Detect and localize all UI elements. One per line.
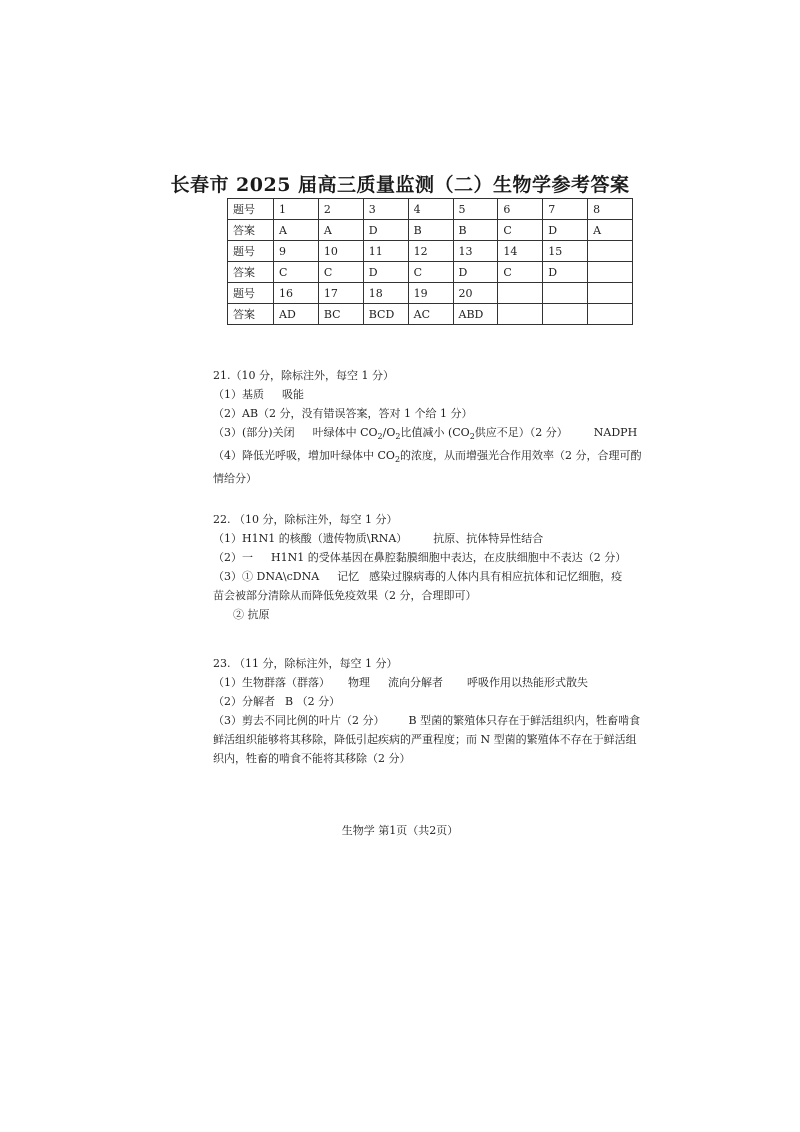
q21-part1-answer-b: 吸能 [282, 388, 304, 401]
row-label-cell: 题号 [228, 199, 274, 220]
q22-part3-sub2: ② 抗原 [233, 608, 270, 621]
q23-part3-cont2: 织内，牲畜的啃食不能将其移除（2 分） [213, 752, 411, 765]
table-cell: B [408, 220, 453, 241]
table-cell: 5 [453, 199, 498, 220]
table-cell: C [408, 262, 453, 283]
table-cell [543, 283, 588, 304]
q21-part3-answer-b: 叶绿体中 $CO_2/O_2$比值减小 ($CO_2$供应不足）（2 分） [312, 426, 568, 442]
table-cell: C [318, 262, 363, 283]
table-cell: A [588, 220, 633, 241]
q21-part4: （4）降低光呼吸，增加叶绿体中 $CO_2$的浓度，从而增强光合作用效率（2 分，合理可酌 [213, 449, 642, 465]
table-cell: 20 [453, 283, 498, 304]
table-cell: 16 [274, 283, 319, 304]
q22-part2-answer-b: H1N1 的受体基因在鼻腔黏膜细胞中表达，在皮肤细胞中不表达（2 分） [271, 551, 627, 564]
page-title: 长春市 2025 届高三质量监测（二）生物学参考答案 [170, 174, 630, 196]
q21-header: 21.（10 分，除标注外，每空 1 分） [213, 369, 394, 382]
q23-part2-answer-b: B （2 分） [285, 695, 341, 708]
table-cell: A [318, 220, 363, 241]
question-23 [213, 654, 653, 768]
table-cell: 19 [408, 283, 453, 304]
q23-header: 23. （11 分，除标注外，每空 1 分） [213, 657, 398, 670]
page-footer: 生物学 第1页（共2页） [341, 824, 459, 837]
q22-part3-answer-c: 感染过腺病毒的人体内具有相应抗体和记忆细胞，疫 [369, 570, 623, 583]
table-cell: 2 [318, 199, 363, 220]
table-cell [588, 241, 633, 262]
table-cell: 14 [498, 241, 543, 262]
table-cell: 10 [318, 241, 363, 262]
table-cell: 6 [498, 199, 543, 220]
question-22 [213, 510, 653, 624]
q22-part2 [213, 548, 653, 567]
q22-part2-answer-a: （2）一 [213, 551, 253, 564]
row-label-cell: 题号 [228, 283, 274, 304]
table-cell: D [363, 262, 408, 283]
table-cell [498, 304, 543, 325]
table-row [228, 283, 633, 304]
q23-part3-answer-b: B 型菌的繁殖体只存在于鲜活组织内，牲畜啃食 [408, 714, 641, 727]
table-cell [498, 283, 543, 304]
row-label-cell: 题号 [228, 241, 274, 262]
table-cell: C [498, 220, 543, 241]
q23-part1-answer-b: 物理 [348, 676, 370, 689]
q22-part1-answer-b: 抗原、抗体特异性结合 [433, 532, 544, 545]
q22-part3-cont: 苗会被部分清除从而降低免疫效果（2 分，合理即可） [213, 589, 477, 602]
q23-part3-answer-a: （3）剪去不同比例的叶片（2 分） [213, 714, 385, 727]
q22-part3-answer-a: （3）① DNA\cDNA [213, 570, 320, 583]
table-cell: D [543, 220, 588, 241]
table-row [228, 220, 633, 241]
q23-part2 [213, 692, 653, 711]
table-cell [543, 304, 588, 325]
table-cell: 8 [588, 199, 633, 220]
q23-part3 [213, 711, 653, 730]
table-cell: 7 [543, 199, 588, 220]
q21-part1-answer-a: （1）基质 [213, 388, 264, 401]
q23-part2-answer-a: （2）分解者 [213, 695, 275, 708]
q22-part3 [213, 567, 653, 586]
row-label-cell: 答案 [228, 220, 274, 241]
table-cell: 15 [543, 241, 588, 262]
q21-part3-answer-c: NADPH [593, 426, 638, 439]
table-cell: 1 [274, 199, 319, 220]
table-row [228, 199, 633, 220]
table-cell: 11 [363, 241, 408, 262]
table-cell [588, 283, 633, 304]
table-cell: C [274, 262, 319, 283]
q22-part3-answer-b: 记忆 [337, 570, 360, 583]
table-row [228, 262, 633, 283]
table-cell: D [453, 262, 498, 283]
table-cell: AC [408, 304, 453, 325]
q21-part3 [213, 423, 653, 446]
table-cell: 4 [408, 199, 453, 220]
table-row [228, 241, 633, 262]
q23-part1 [213, 673, 653, 692]
table-cell: 18 [363, 283, 408, 304]
q21-part3-answer-a: （3）(部分)关闭 [213, 426, 295, 439]
table-cell: 13 [453, 241, 498, 262]
table-cell: C [498, 262, 543, 283]
q21-part1 [213, 385, 653, 404]
q22-part1 [213, 529, 653, 548]
q23-part1-answer-c: 流向分解者 [388, 676, 443, 689]
q23-part3-cont1: 鲜活组织能够将其移除，降低引起疾病的严重程度；而 N 型菌的繁殖体不存在于鲜活组 [213, 733, 637, 746]
q23-part1-answer-a: （1）生物群落（群落） [213, 676, 330, 689]
q22-header: 22. （10 分，除标注外，每空 1 分） [213, 513, 398, 526]
table-cell: 9 [274, 241, 319, 262]
table-cell: D [363, 220, 408, 241]
table-cell: BC [318, 304, 363, 325]
table-cell [588, 262, 633, 283]
q23-part1-answer-d: 呼吸作用以热能形式散失 [467, 676, 588, 689]
table-cell: 12 [408, 241, 453, 262]
table-cell: 3 [363, 199, 408, 220]
table-cell: B [453, 220, 498, 241]
answer-table-body [228, 199, 633, 325]
row-label-cell: 答案 [228, 262, 274, 283]
row-label-cell: 答案 [228, 304, 274, 325]
q21-part2: （2）AB（2 分，没有错误答案，答对 1 个给 1 分） [213, 407, 473, 420]
table-cell: AD [274, 304, 319, 325]
table-cell: 17 [318, 283, 363, 304]
table-cell [588, 304, 633, 325]
table-cell: A [274, 220, 319, 241]
table-cell: D [543, 262, 588, 283]
question-21 [213, 366, 653, 488]
q22-part1-answer-a: （1）H1N1 的核酸（遗传物质\RNA） [213, 532, 408, 545]
table-cell: BCD [363, 304, 408, 325]
table-row [228, 304, 633, 325]
table-cell: ABD [453, 304, 498, 325]
q21-part4-cont: 情给分） [213, 472, 257, 486]
answer-table [227, 198, 633, 325]
